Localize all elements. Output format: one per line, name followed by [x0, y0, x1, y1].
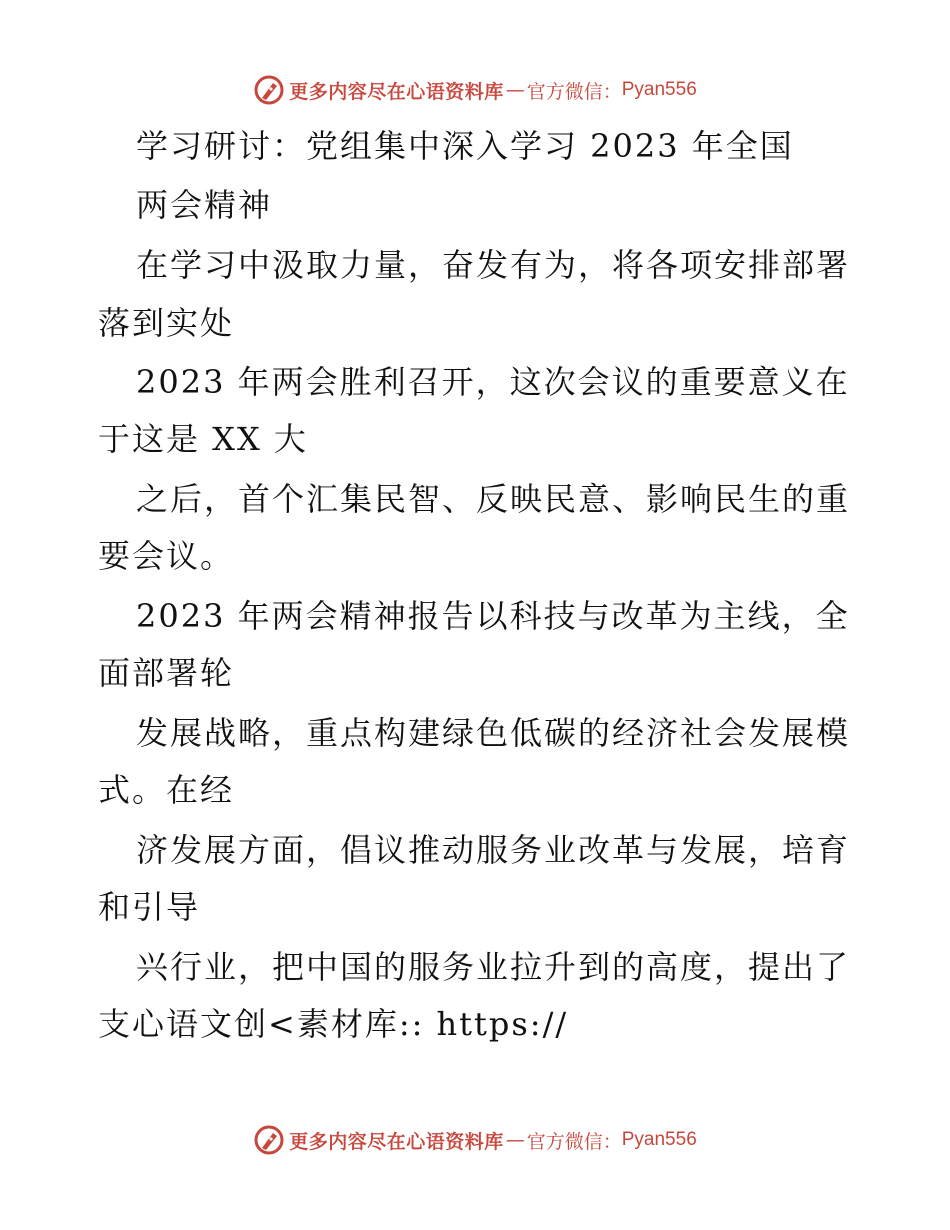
doc-line: 济发展方面，倡议推动服务业改革与发展，培育 [136, 831, 851, 869]
doc-title-line-2: 两会精神 [136, 186, 273, 224]
banner-title: 更多内容尽在心语资料库 [289, 1130, 504, 1153]
doc-line: 发展战略，重点构建绿色低碳的经济社会发展模 [136, 714, 851, 752]
doc-line: 面部署轮 [98, 654, 235, 692]
doc-line: 之后，首个汇集民智、反映民意、影响民生的重 [136, 480, 851, 518]
banner-wechat-label: 官方微信： [526, 1130, 622, 1153]
doc-line: 要会议。 [98, 537, 235, 575]
banner-wechat-label: 官方微信： [526, 80, 622, 103]
doc-line: 兴行业，把中国的服务业拉升到的高度，提出了 [136, 948, 851, 986]
doc-title-line-1: 学习研讨：党组集中深入学习 2023 年全国 [136, 127, 794, 165]
banner-separator: — [505, 1129, 525, 1151]
banner-wechat-id: Pyan556 [621, 1129, 697, 1150]
doc-line: 于这是 XX 大 [98, 420, 308, 458]
doc-line: 2023 年两会胜利召开，这次会议的重要意义在 [136, 363, 850, 401]
banner-title: 更多内容尽在心语资料库 [289, 80, 504, 103]
header-banner [0, 70, 950, 110]
pen-nib-circle-icon [253, 74, 285, 106]
pen-nib-circle-icon [253, 1124, 285, 1156]
banner-separator: — [505, 79, 525, 101]
footer-banner [0, 1120, 950, 1160]
doc-line: 落到实处 [98, 304, 235, 342]
doc-line: 和引导 [98, 888, 201, 926]
doc-line: 2023 年两会精神报告以科技与改革为主线，全 [136, 597, 850, 635]
banner-wechat-id: Pyan556 [621, 79, 697, 100]
doc-line: 式。在经 [98, 771, 235, 809]
doc-line: 在学习中汲取力量，奋发有为，将各项安排部署 [136, 246, 851, 284]
doc-line: 支心语文创<素材库:: https:// [98, 1005, 569, 1043]
